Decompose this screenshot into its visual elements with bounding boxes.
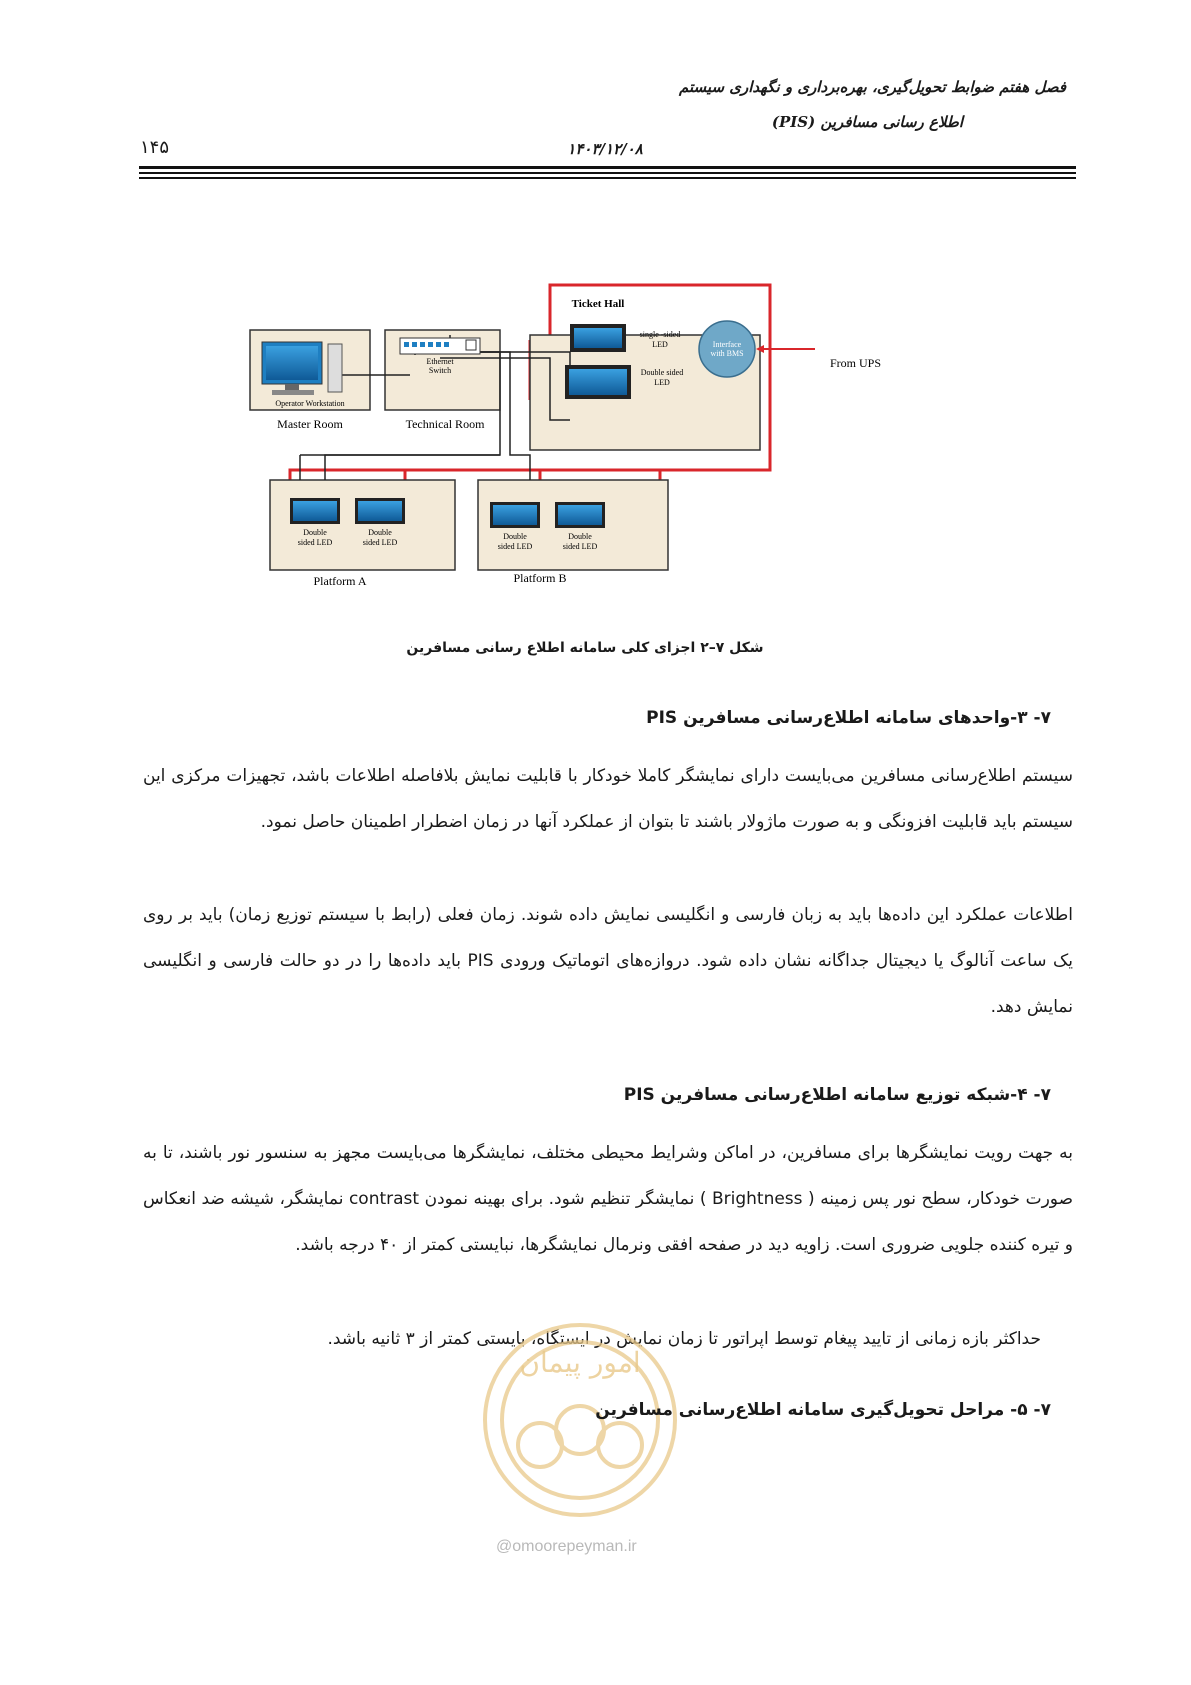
platform-b-led-2 bbox=[555, 502, 605, 528]
double-sided-label-1: Double sided bbox=[640, 368, 684, 377]
platform-b-label: Platform B bbox=[513, 571, 567, 585]
watermark-logo-text: امور پیمان bbox=[519, 1346, 641, 1379]
section-7-4-paragraph-1: به جهت رویت نمایشگرها برای مسافرین، در اماکن وشرایط محیطی مختلف، نمایشگرها می‌بایست مجهز به سنسور نور باشند، تا به صورت خودکار، سطح نور پس زمینه ( Brightness ) نمایشگر تنظیم شود. برای بهینه نمودن contrast نمایشگر، شیشه ضد انعکاس و تیره کننده جلویی ضروری است. زاویه دید در صفحه افقی ونرمال نمایشگرها، نبایستی کمتر از ۴۰ درجه باشد. bbox=[143, 1143, 1074, 1255]
single-sided-label-2: LED bbox=[652, 340, 668, 349]
header-subtitle: اطلاع رسانی مسافرین (PIS) bbox=[771, 113, 963, 131]
platform-b-led-1-label-2: sided LED bbox=[497, 542, 533, 551]
header-date: ۱۴۰۳/۱۲/۰۸ bbox=[567, 140, 643, 158]
single-sided-led-icon bbox=[570, 324, 626, 352]
platform-a-label: Platform A bbox=[313, 574, 367, 588]
header-rule-mid bbox=[139, 172, 1076, 174]
bms-label-2: with BMS bbox=[710, 349, 744, 358]
page-number: ۱۴۵ bbox=[140, 137, 170, 158]
from-ups-label: From UPS bbox=[830, 356, 882, 370]
platform-a-led-1-label-2: sided LED bbox=[297, 538, 333, 547]
section-heading-7-4: ۷- ۴-شبکه توزیع سامانه اطلاع‌رسانی مسافرین PIS bbox=[623, 1085, 1051, 1105]
technical-room-label: Technical Room bbox=[405, 417, 485, 431]
section-7-3-paragraph-1: سیستم اطلاع‌رسانی مسافرین می‌بایست دارای نمایشگر کاملا خودکار با قابلیت نمایش بلافاصله اطلاعات باشد، تجهیزات مرکزی این سیستم باید قابلیت افزونگی و به صورت ماژولار باشند تا بتوان از عملکرد آنها در زمان اضطرار اطمینان حاصل نمود. bbox=[143, 766, 1073, 832]
bms-label-1: Interface bbox=[712, 340, 742, 349]
single-sided-label-1: single -sided bbox=[639, 330, 681, 339]
platform-a-led-1 bbox=[290, 498, 340, 524]
platform-b-led-1 bbox=[490, 502, 540, 528]
header-rule-bottom bbox=[139, 177, 1076, 179]
master-room-label: Master Room bbox=[277, 417, 343, 431]
section-7-4-paragraph-2: حداکثر بازه زمانی از تایید پیغام توسط اپراتور تا زمان نمایش در ایستگاه، بایستی کمتر از ۳ ثانیه باشد. bbox=[327, 1329, 1041, 1349]
watermark-logo bbox=[470, 1310, 690, 1530]
platform-a-box bbox=[270, 480, 455, 570]
platform-a-led-2-label-1: Double bbox=[368, 528, 392, 537]
platform-a-led-1-label-1: Double bbox=[303, 528, 327, 537]
ethernet-label-2: Switch bbox=[428, 366, 452, 375]
section-heading-7-5: ۷- ۵- مراحل تحویل‌گیری سامانه اطلاع‌رسانی مسافرین bbox=[595, 1400, 1051, 1420]
double-sided-label-2: LED bbox=[654, 378, 670, 387]
ethernet-switch-icon bbox=[400, 338, 480, 354]
platform-a-led-2 bbox=[355, 498, 405, 524]
platform-b-led-2-label-1: Double bbox=[568, 532, 592, 541]
section-heading-7-3: ۷- ۳-واحدهای سامانه اطلاع‌رسانی مسافرین PIS bbox=[646, 708, 1051, 728]
platform-a-led-2-label-2: sided LED bbox=[362, 538, 398, 547]
platform-b-led-2-label-2: sided LED bbox=[562, 542, 598, 551]
operator-workstation-label: Operator Workstation bbox=[275, 399, 345, 408]
figure-caption: شکل ۷–۲ اجزای کلی سامانه اطلاع رسانی مسافرین bbox=[406, 640, 764, 656]
ticket-hall-label: Ticket Hall bbox=[571, 298, 625, 310]
ethernet-label-1: Ethernet bbox=[426, 357, 454, 366]
pis-system-diagram bbox=[240, 280, 980, 610]
double-sided-led-icon bbox=[565, 365, 631, 399]
header-rule-top bbox=[139, 166, 1076, 169]
watermark-url: @omoorepeyman.ir bbox=[496, 1538, 637, 1555]
platform-b-led-1-label-1: Double bbox=[503, 532, 527, 541]
chapter-title: فصل هفتم ضوابط تحویل‌گیری، بهره‌برداری و نگهداری سیستم bbox=[679, 78, 1066, 96]
section-7-3-paragraph-2: اطلاعات عملکرد این داده‌ها باید به زبان فارسی و انگلیسی نمایش داده شوند. زمان فعلی (رابط با سیستم توزیع زمان) باید بر روی یک ساعت آنالوگ یا دیجیتال جداگانه نشان داده شود. دروازه‌های اتوماتیک ورودی PIS باید داده‌ها را در دو حالت فارسی و انگلیسی نمایش دهد. bbox=[143, 905, 1073, 1017]
